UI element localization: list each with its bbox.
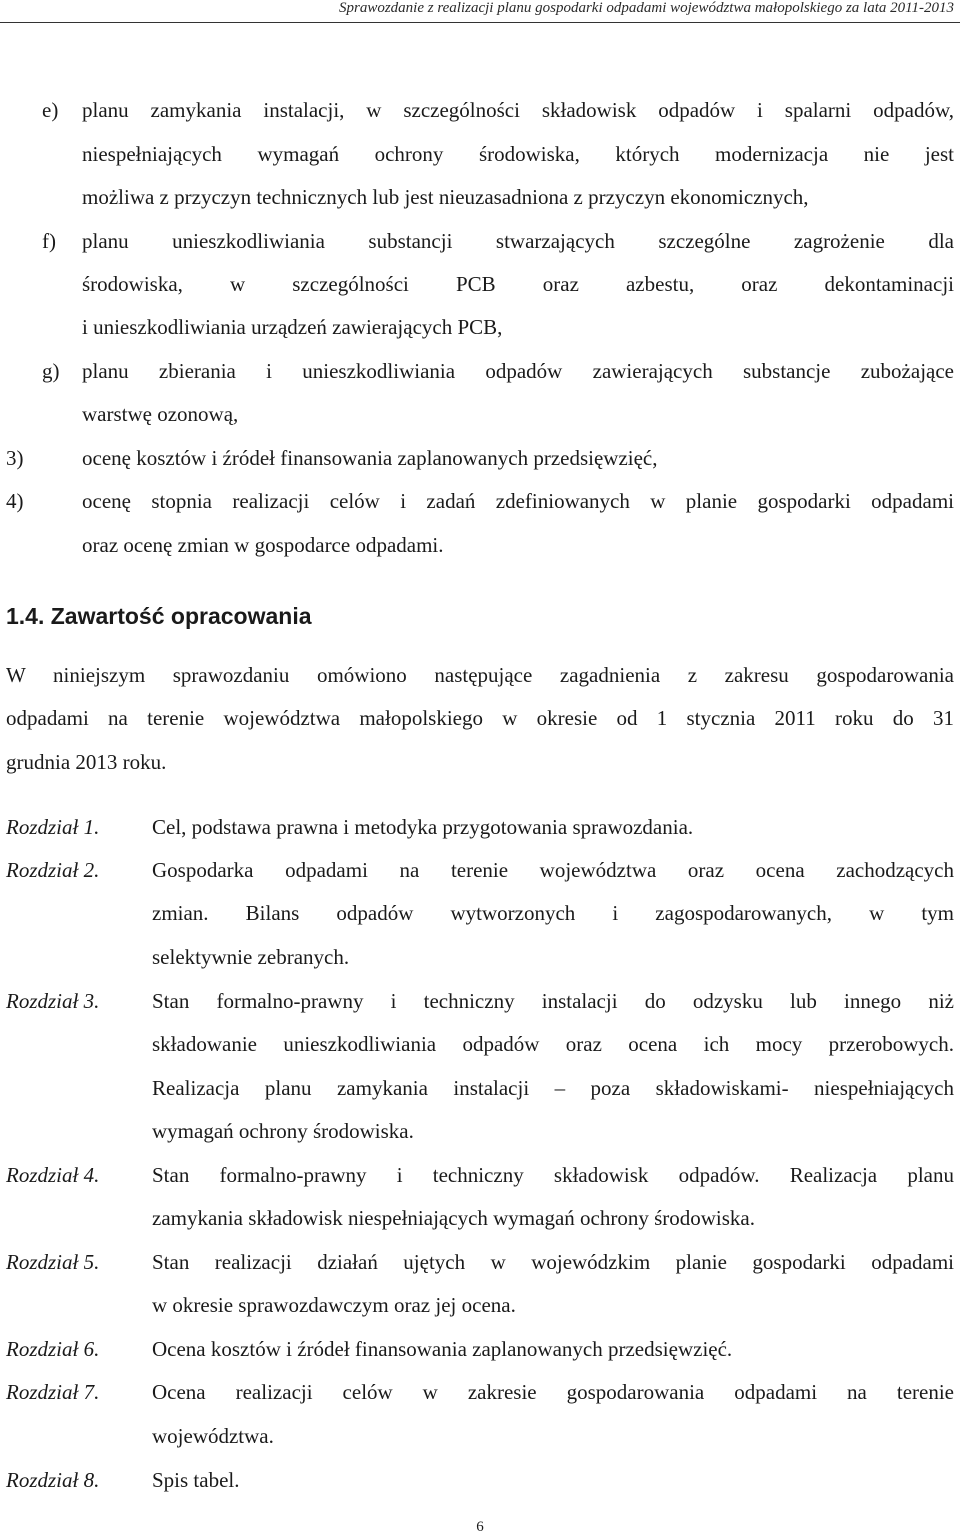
list-item-line: ocenę kosztów i źródeł finansowania zaplanowanych przedsięwzięć, xyxy=(82,446,658,470)
chapter-label: Rozdział 3. xyxy=(6,989,100,1013)
chapter-label: Rozdział 5. xyxy=(6,1250,100,1274)
chapter-line: województwa. xyxy=(152,1424,274,1448)
chapter-line: selektywnie zebranych. xyxy=(152,945,350,969)
list-item-line: środowiska, w szczególności PCB oraz azbestu, oraz dekontaminacji xyxy=(82,272,954,296)
chapter-label: Rozdział 7. xyxy=(6,1380,100,1404)
page-number: 6 xyxy=(476,1519,484,1535)
header-rule xyxy=(0,22,960,23)
chapter-line: Realizacja planu zamykania instalacji – poza składowiskami- niespełniających xyxy=(152,1076,954,1100)
list-marker: f) xyxy=(42,229,56,253)
paragraph-line: W niniejszym sprawozdaniu omówiono następujące zagadnienia z zakresu gospodarowania xyxy=(6,663,954,687)
chapter-line: zmian. Bilans odpadów wytworzonych i zagospodarowanych, w tym xyxy=(152,901,954,925)
chapter-line: w okresie sprawozdawczym oraz jej ocena. xyxy=(152,1293,516,1317)
chapter-label: Rozdział 8. xyxy=(6,1468,100,1492)
list-marker: 4) xyxy=(6,489,24,513)
section-heading: 1.4. Zawartość opracowania xyxy=(6,603,312,629)
chapter-line: Gospodarka odpadami na terenie województwa oraz ocena zachodzących xyxy=(152,858,954,882)
chapter-line: składowanie unieszkodliwiania odpadów oraz ocena ich mocy przerobowych. xyxy=(152,1032,954,1056)
list-marker: 3) xyxy=(6,446,24,470)
list-item-line: oraz ocenę zmian w gospodarce odpadami. xyxy=(82,533,444,557)
chapter-line: zamykania składowisk niespełniających wymagań ochrony środowiska. xyxy=(152,1206,756,1230)
list-marker: g) xyxy=(42,359,60,383)
chapter-label: Rozdział 6. xyxy=(6,1337,100,1361)
chapter-line: Ocena realizacji celów w zakresie gospodarowania odpadami na terenie xyxy=(152,1380,954,1404)
chapter-line: Stan realizacji działań ujętych w wojewódzkim planie gospodarki odpadami xyxy=(152,1250,954,1274)
chapter-line: wymagań ochrony środowiska. xyxy=(152,1119,414,1143)
list-marker: e) xyxy=(42,98,59,122)
list-item-line: planu zamykania instalacji, w szczególności składowisk odpadów i spalarni odpadów, xyxy=(82,98,954,122)
list-item-line: niespełniających wymagań ochrony środowiska, których modernizacja nie jest xyxy=(82,142,954,166)
list-item-line: ocenę stopnia realizacji celów i zadań zdefiniowanych w planie gospodarki odpadami xyxy=(82,489,954,513)
list-item-line: możliwa z przyczyn technicznych lub jest nieuzasadniona z przyczyn ekonomicznych, xyxy=(82,185,809,209)
chapter-line: Spis tabel. xyxy=(152,1468,240,1492)
chapter-label: Rozdział 1. xyxy=(6,815,100,839)
list-item-line: planu unieszkodliwiania substancji stwarzających szczególne zagrożenie dla xyxy=(82,229,954,253)
list-item-line: warstwę ozonową, xyxy=(82,402,239,426)
running-header: Sprawozdanie z realizacji planu gospodarki odpadami województwa małopolskiego za lata 2011-2013 xyxy=(339,0,954,16)
chapter-line: Cel, podstawa prawna i metodyka przygotowania sprawozdania. xyxy=(152,815,694,839)
paragraph-line: odpadami na terenie województwa małopolskiego w okresie od 1 stycznia 2011 roku do 31 xyxy=(6,706,954,730)
chapter-line: Stan formalno-prawny i techniczny instalacji do odzysku lub innego niż xyxy=(152,989,954,1013)
list-item-line: i unieszkodliwiania urządzeń zawierających PCB, xyxy=(82,315,503,339)
chapter-label: Rozdział 4. xyxy=(6,1163,100,1187)
chapter-line: Ocena kosztów i źródeł finansowania zaplanowanych przedsięwzięć. xyxy=(152,1337,733,1361)
list-item-line: planu zbierania i unieszkodliwiania odpadów zawierających substancje zubożające xyxy=(82,359,954,383)
chapter-label: Rozdział 2. xyxy=(6,858,100,882)
chapter-line: Stan formalno-prawny i techniczny składowisk odpadów. Realizacja planu xyxy=(152,1163,954,1187)
paragraph-line: grudnia 2013 roku. xyxy=(6,750,167,774)
